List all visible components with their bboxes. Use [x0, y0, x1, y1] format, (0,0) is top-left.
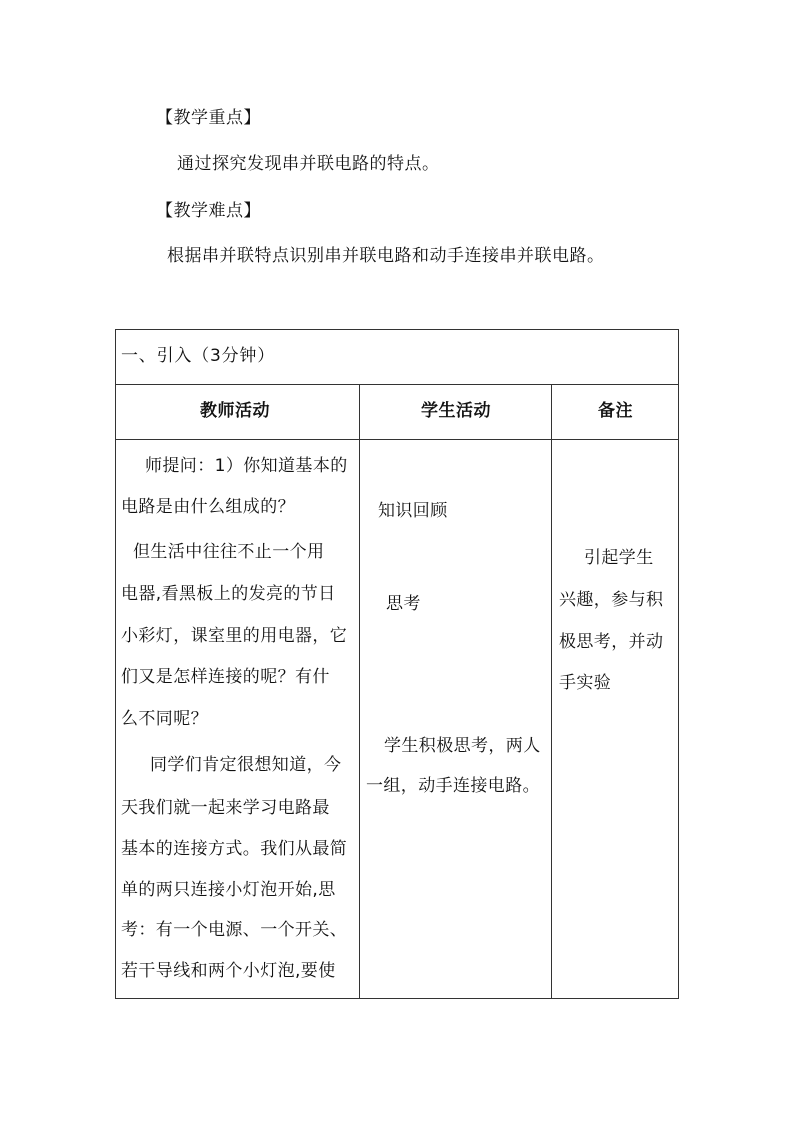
- student-line: 一组，动手连接电路。: [366, 776, 540, 796]
- student-line: 学生积极思考，两人: [384, 736, 541, 756]
- teacher-line: 基本的连接方式。我们从最简: [121, 839, 348, 859]
- header-teacher-activity: 教师活动: [200, 401, 270, 421]
- notes-line: 极思考，并动: [559, 632, 664, 652]
- teacher-line: 同学们肯定很想知道，今: [150, 755, 342, 775]
- teacher-line: 考：有一个电源、一个开关、: [121, 920, 348, 940]
- key-points-heading: 【教学重点】: [156, 108, 261, 128]
- student-line: 知识回顾: [378, 501, 448, 521]
- header-student-activity: 学生活动: [421, 401, 491, 421]
- student-line: 思考: [386, 594, 421, 614]
- section-title: 一、引入（3分钟）: [121, 346, 276, 366]
- teacher-line: 么不同呢？: [121, 709, 208, 729]
- teacher-line: 单的两只连接小灯泡开始,思: [121, 880, 336, 900]
- key-points-text: 通过探究发现串并联电路的特点。: [177, 154, 440, 174]
- teacher-line: 天我们就一起来学习电路最: [121, 798, 330, 818]
- header-notes: 备注: [598, 401, 633, 421]
- col-divider-2: [551, 384, 552, 999]
- teacher-line: 电器,看黑板上的发亮的节日: [121, 584, 336, 604]
- col-divider-1: [359, 384, 360, 999]
- row-divider-header: [115, 439, 679, 440]
- notes-line: 引起学生: [584, 548, 654, 568]
- notes-line: 手实验: [559, 673, 612, 693]
- row-divider-title: [115, 384, 679, 385]
- difficulties-heading: 【教学难点】: [156, 201, 261, 221]
- teacher-line: 师提问：1）你知道基本的: [145, 456, 348, 476]
- teacher-line: 小彩灯，课室里的用电器，它: [121, 626, 348, 646]
- teacher-line: 们又是怎样连接的呢？有什: [121, 667, 330, 687]
- teacher-line: 电路是由什么组成的？: [121, 497, 295, 517]
- teacher-line: 若干导线和两个小灯泡,要使: [121, 961, 336, 981]
- teacher-line: 但生活中往往不止一个用: [133, 542, 325, 562]
- difficulties-text: 根据串并联特点识别串并联电路和动手连接串并联电路。: [167, 246, 605, 266]
- notes-line: 兴趣，参与积: [559, 590, 664, 610]
